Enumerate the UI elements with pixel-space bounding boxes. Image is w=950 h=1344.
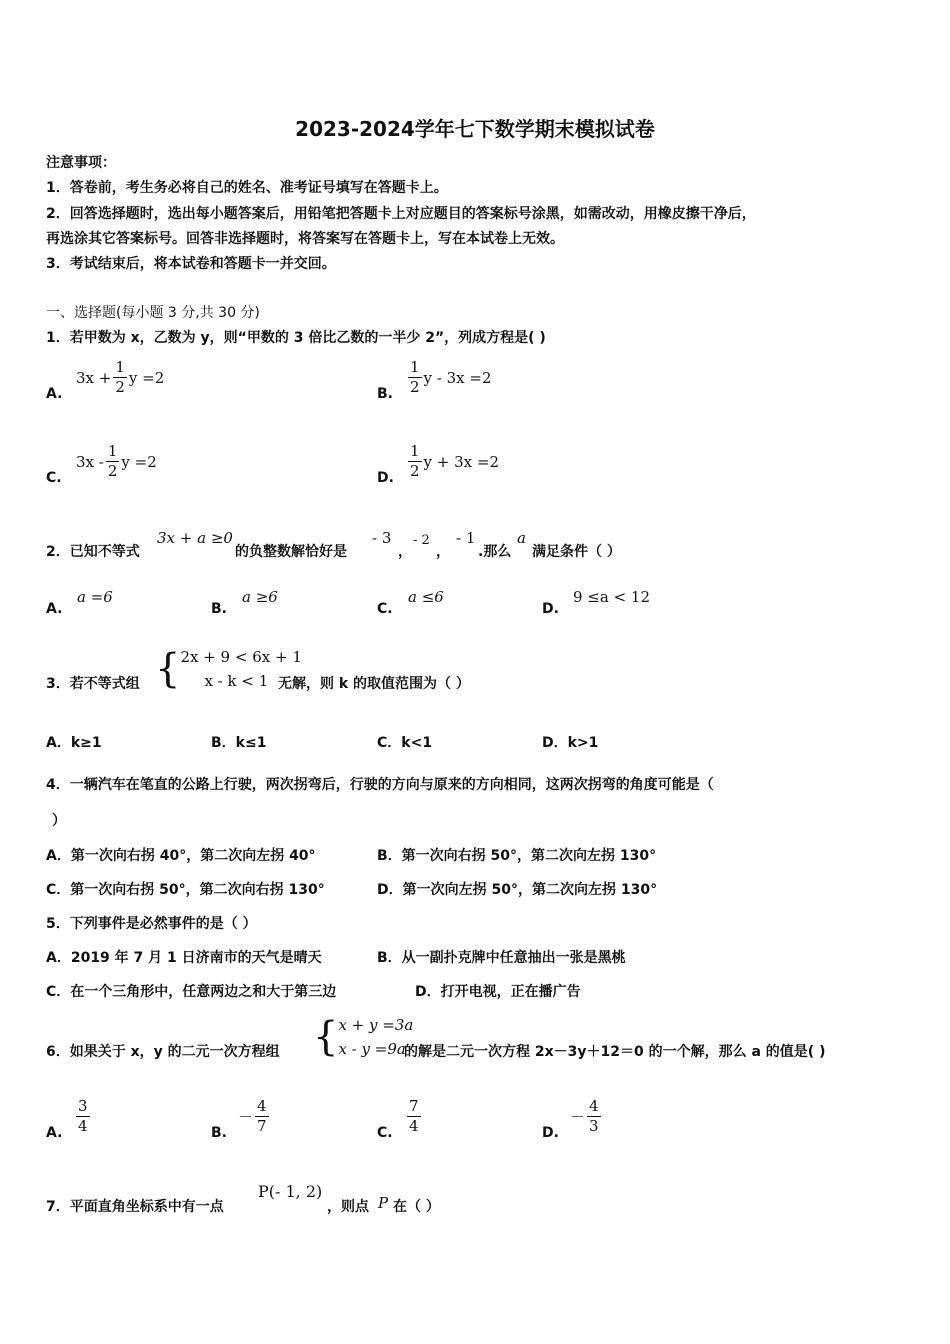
q6-row-1: x + y =3a: [338, 1016, 414, 1034]
q6-label-a: A.: [46, 1125, 63, 1141]
q1-a-fraction: $\frac{1}{2}$: [115, 358, 125, 396]
q7-point: P(- 1, 2): [258, 1182, 323, 1201]
q1-label-c: C.: [46, 470, 62, 486]
q1-b-fraction: $\frac{1}{2}$: [410, 358, 420, 396]
q7-prefix: 7．平面直角坐标系中有一点: [46, 1199, 224, 1215]
q2-mid: 的负整数解恰好是: [235, 544, 347, 560]
q2-a: a: [517, 529, 526, 547]
q1-label-d: D.: [377, 470, 394, 486]
notice-item-2a: 2．回答选择题时，选出每小题答案后，用铅笔把答题卡上对应题目的答案标号涂黑，如需改动，用橡皮擦干净后，: [46, 206, 756, 222]
q7-suffix: 在（ ）: [393, 1199, 440, 1215]
q1-option-d[interactable]: [406, 444, 499, 479]
q2-suffix: 满足条件（ ）: [532, 544, 621, 560]
q6-option-a[interactable]: [74, 1099, 92, 1134]
q2-then: .那么: [478, 544, 512, 560]
q3-option-b[interactable]: B．k≤1: [211, 735, 267, 751]
q1-c-fraction: $\frac{1}{2}$: [107, 442, 118, 480]
q6-option-b[interactable]: [238, 1099, 271, 1134]
q4-option-c[interactable]: C．第一次向右拐 50°，第二次向右拐 130°: [46, 882, 325, 898]
q6-b-sign: －: [238, 1108, 254, 1126]
q2-label-c: C.: [377, 601, 393, 617]
q6-row-2: x - y =9a: [338, 1040, 406, 1058]
q6-c-fraction: $\frac{7}{4}$: [409, 1097, 419, 1135]
q2-option-b[interactable]: a ≥6: [242, 588, 278, 606]
q2-label-d: D.: [542, 601, 559, 617]
q7-mid: ，则点: [327, 1199, 369, 1215]
q1-a-right: y =2: [128, 368, 165, 387]
q4-close: ）: [52, 813, 66, 829]
q3-row-1: 2x + 9 < 6x + 1: [180, 648, 302, 666]
q1-option-c[interactable]: [76, 444, 157, 479]
q3-suffix: 无解，则 k 的取值范围为（ ）: [278, 676, 470, 692]
q6-label-d: D.: [542, 1125, 559, 1141]
q3-row-2: x - k < 1: [204, 672, 269, 690]
q2-prefix: 2．已知不等式: [46, 544, 140, 560]
notice-item-1: 1．答卷前，考生务必将自己的姓名、准考证号填写在答题卡上。: [46, 180, 448, 196]
q1-stem: 1．若甲数为 x，乙数为 y，则“甲数的 3 倍比乙数的一半少 2”，列成方程是( ): [46, 330, 546, 346]
q3-option-a[interactable]: A．k≥1: [46, 735, 102, 751]
q1-label-a: A.: [46, 386, 63, 402]
q4-option-a[interactable]: A．第一次向右拐 40°，第二次向左拐 40°: [46, 848, 316, 864]
q1-label-b: B.: [377, 386, 393, 402]
q6-option-d[interactable]: [570, 1099, 603, 1134]
q2-comma-2: ，: [436, 544, 450, 560]
q5-option-b[interactable]: B．从一副扑克牌中任意抽出一张是黑桃: [377, 950, 626, 966]
q1-option-a[interactable]: [76, 360, 164, 395]
q6-suffix: 的解是二元一次方程 2x－3y＋12＝0 的一个解，那么 a 的值是( ): [404, 1044, 826, 1060]
q1-d-right: y + 3x =2: [423, 452, 500, 471]
q5-option-d[interactable]: D．打开电视，正在播广告: [415, 984, 581, 1000]
q2-value-2: - 2: [413, 533, 430, 548]
q1-option-b[interactable]: [406, 360, 492, 395]
q4-stem: 4．一辆汽车在笔直的公路上行驶，两次拐弯后，行驶的方向与原来的方向相同，这两次拐弯的角度可能是（: [46, 777, 714, 793]
q1-a-left: 3x +: [76, 368, 112, 387]
q6-d-fraction: $\frac{4}{3}$: [589, 1097, 599, 1135]
q6-brace: {: [313, 1014, 339, 1060]
q3-option-d[interactable]: D．k>1: [542, 735, 599, 751]
q2-comma-1: ，: [398, 544, 412, 560]
q1-b-right: y - 3x =2: [423, 368, 492, 387]
q2-option-d[interactable]: 9 ≤a < 12: [573, 588, 651, 606]
q6-prefix: 6．如果关于 x，y 的二元一次方程组: [46, 1044, 280, 1060]
q2-label-a: A.: [46, 601, 63, 617]
notice-item-2b: 再选涂其它答案标号。回答非选择题时，将答案写在答题卡上，写在本试卷上无效。: [46, 231, 564, 247]
q2-value-1: - 3: [372, 529, 392, 547]
q7-p: P: [378, 1194, 389, 1212]
q2-inequality: 3x + a ≥0: [157, 529, 233, 547]
q5-option-c[interactable]: C．在一个三角形中，任意两边之和大于第三边: [46, 984, 337, 1000]
notice-heading: 注意事项：: [46, 155, 116, 171]
q3-brace: {: [155, 646, 181, 692]
q3-option-c[interactable]: C．k<1: [377, 735, 433, 751]
q2-option-c[interactable]: a ≤6: [408, 588, 444, 606]
q4-option-b[interactable]: B．第一次向右拐 50°，第二次向左拐 130°: [377, 848, 657, 864]
q6-label-b: B.: [211, 1125, 227, 1141]
page-title: 2023-2024学年七下数学期末模拟试卷: [295, 117, 655, 141]
q6-system: [313, 1013, 413, 1061]
q1-c-left: 3x -: [76, 452, 104, 471]
q1-c-right: y =2: [121, 452, 157, 471]
q1-d-fraction: $\frac{1}{2}$: [410, 442, 420, 480]
q2-option-a[interactable]: a =6: [77, 588, 113, 606]
q6-option-c[interactable]: [405, 1099, 423, 1134]
section-heading: 一、选择题(每小题 3 分,共 30 分): [46, 305, 260, 321]
q6-a-fraction: $\frac{3}{4}$: [78, 1097, 88, 1135]
q6-label-c: C.: [377, 1125, 393, 1141]
q6-b-fraction: $\frac{4}{7}$: [257, 1097, 267, 1135]
q6-d-sign: －: [570, 1108, 586, 1126]
q5-option-a[interactable]: A．2019 年 7 月 1 日济南市的天气是晴天: [46, 950, 322, 966]
q2-label-b: B.: [211, 601, 227, 617]
q4-option-d[interactable]: D．第一次向左拐 50°，第二次向左拐 130°: [377, 882, 658, 898]
q3-prefix: 3．若不等式组: [46, 676, 140, 692]
notice-item-3: 3．考试结束后，将本试卷和答题卡一并交回。: [46, 256, 336, 272]
q2-value-3: - 1: [456, 529, 476, 547]
q5-stem: 5．下列事件是必然事件的是（ ）: [46, 916, 257, 932]
